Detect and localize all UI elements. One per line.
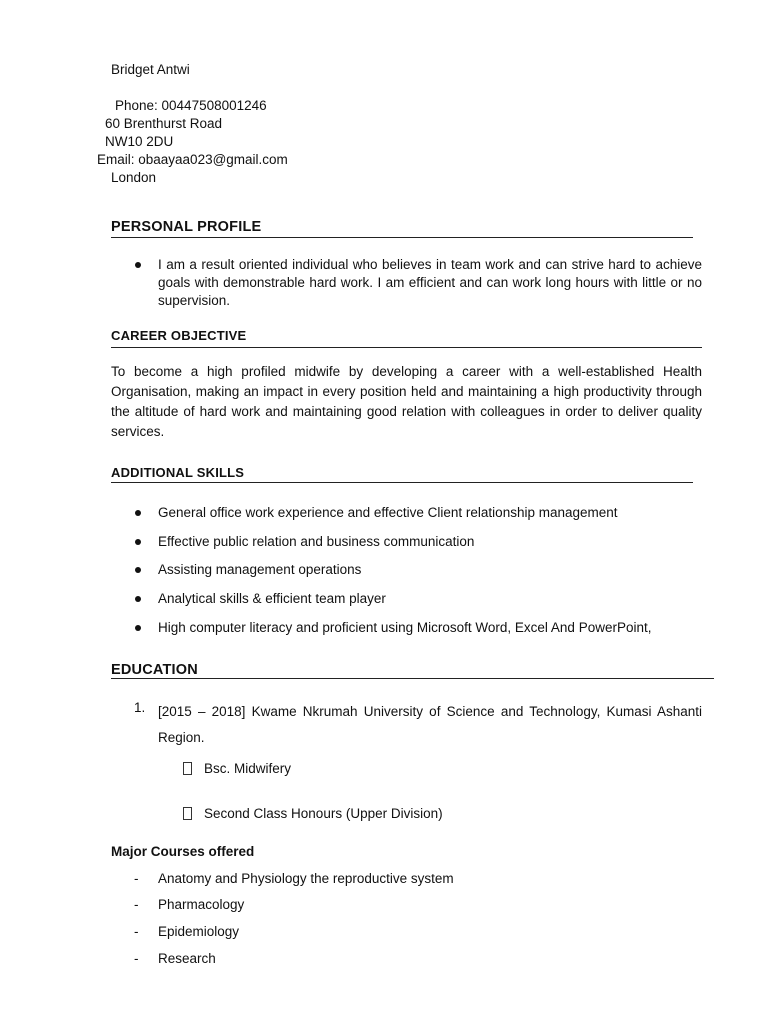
bullet-icon <box>135 262 141 268</box>
education-entry-number: 1. <box>134 700 146 715</box>
additional-skills-heading: ADDITIONAL SKILLS <box>111 465 245 480</box>
major-courses-heading: Major Courses offered <box>111 844 255 859</box>
checkbox-square-icon <box>183 807 192 820</box>
education-rule <box>111 678 714 679</box>
bullet-icon <box>135 510 141 516</box>
career-objective-text: To become a high profiled midwife by developing a career with a well-established Health Organisation, making an impact in every position held and maintaining a high productivity through the altitude of hard work and maintaining good relation with colleagues in order to deliver quality services. <box>111 364 702 439</box>
contact-email: Email: obaayaa023@gmail.com <box>97 152 288 167</box>
contact-city: London <box>111 170 157 185</box>
skill-item: Assisting management operations <box>158 562 362 577</box>
skill-item: High computer literacy and proficient using Microsoft Word, Excel And PowerPoint, <box>158 620 652 635</box>
course-dash: - <box>134 871 139 886</box>
course-dash: - <box>134 924 139 939</box>
additional-skills-rule <box>111 482 693 483</box>
contact-name: Bridget Antwi <box>111 62 190 77</box>
course-dash: - <box>134 897 139 912</box>
bullet-icon <box>135 539 141 545</box>
education-heading: EDUCATION <box>111 662 198 678</box>
course-item: Pharmacology <box>158 897 245 912</box>
bullet-icon <box>135 625 141 631</box>
education-entry-text: [2015 – 2018] Kwame Nkrumah University of Science and Technology, Kumasi Ashanti Region. <box>158 704 702 745</box>
course-dash: - <box>134 951 139 966</box>
personal-profile-text: I am a result oriented individual who believes in team work and can strive hard to achieve goals with demonstrable hard work. I am efficient and can work long hours with little or no supervision. <box>158 257 702 308</box>
course-item: Epidemiology <box>158 924 240 939</box>
course-item: Research <box>158 951 216 966</box>
contact-phone: Phone: 00447508001246 <box>115 98 267 113</box>
bullet-icon <box>135 596 141 602</box>
skill-item: General office work experience and effective Client relationship management <box>158 505 618 520</box>
personal-profile-rule <box>111 237 693 238</box>
skill-item: Effective public relation and business communication <box>158 534 475 549</box>
course-item: Anatomy and Physiology the reproductive system <box>158 871 454 886</box>
contact-postcode: NW10 2DU <box>105 134 174 149</box>
checkbox-square-icon <box>183 762 192 775</box>
education-detail: Second Class Honours (Upper Division) <box>204 806 443 821</box>
career-objective-heading: CAREER OBJECTIVE <box>111 328 247 343</box>
skill-item: Analytical skills & efficient team player <box>158 591 386 606</box>
contact-address: 60 Brenthurst Road <box>105 116 223 131</box>
career-objective-rule <box>111 347 702 348</box>
personal-profile-heading: PERSONAL PROFILE <box>111 219 262 235</box>
education-detail: Bsc. Midwifery <box>204 761 292 776</box>
bullet-icon <box>135 567 141 573</box>
